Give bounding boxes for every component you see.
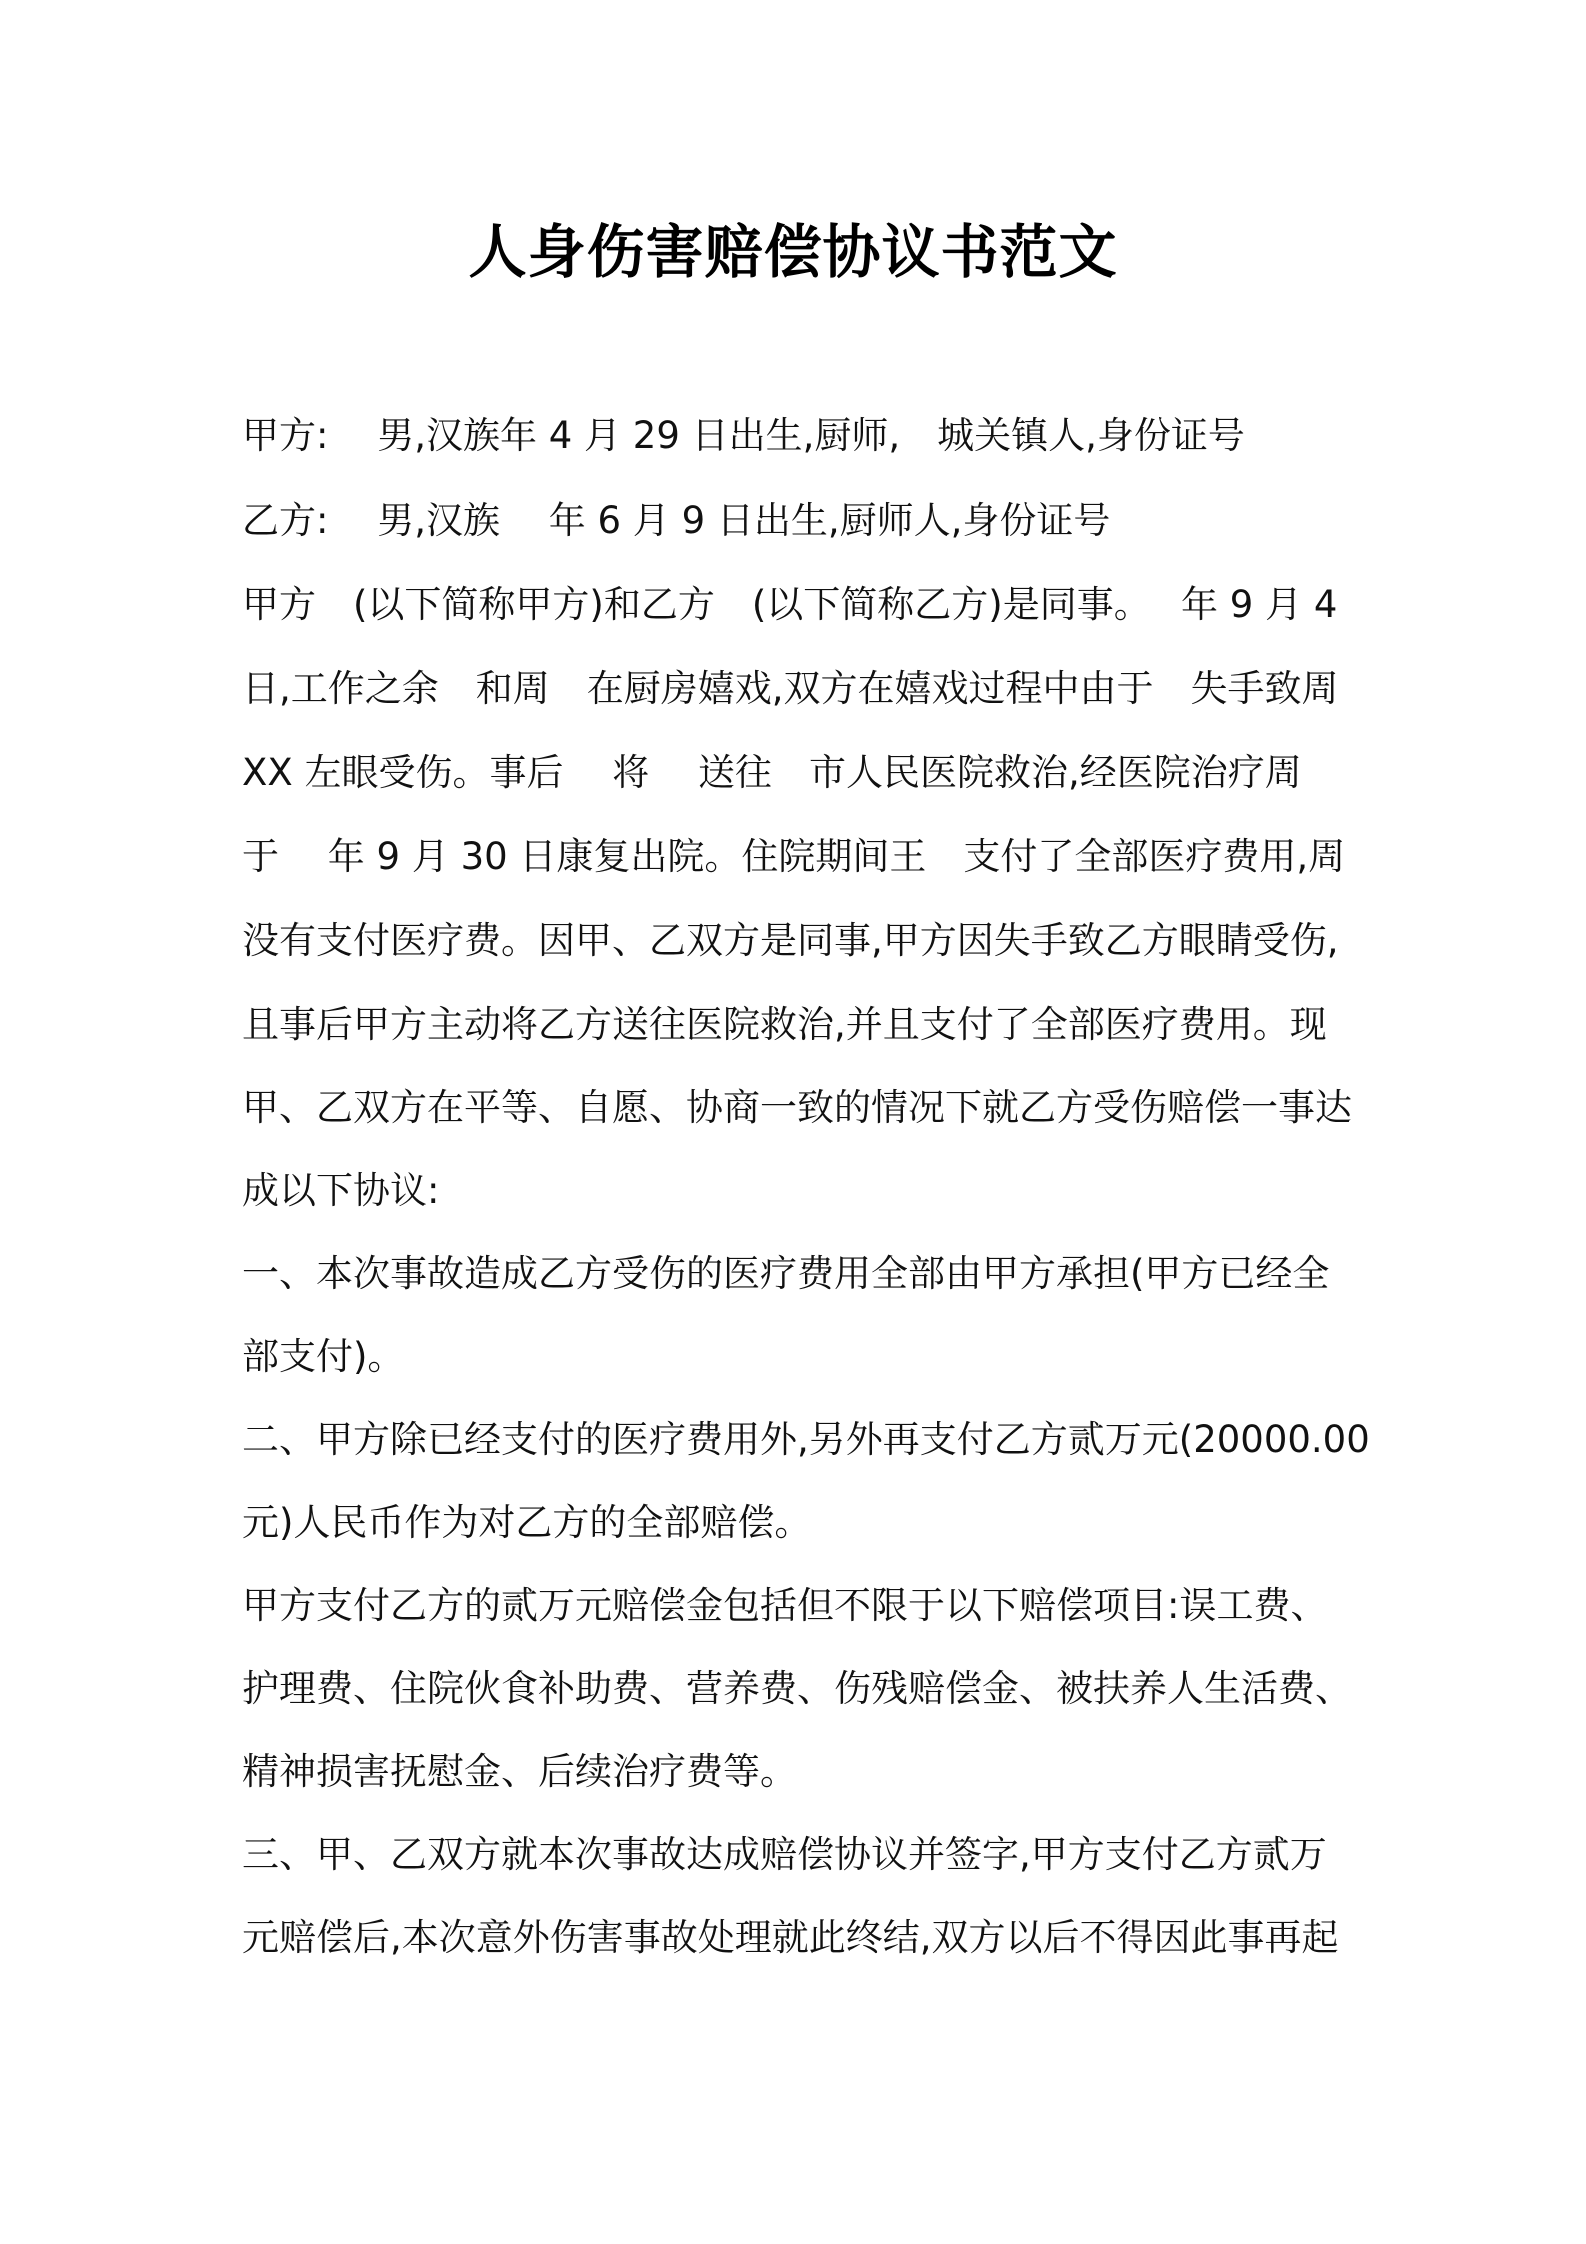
- compensation-items-line: 精神损害抚慰金、后续治疗费等。: [242, 1750, 797, 1793]
- body-line: 成以下协议:: [242, 1169, 440, 1212]
- clause-3-line: 元赔偿后,本次意外伤害事故处理就此终结,双方以后不得因此事再起: [242, 1916, 1339, 1959]
- body-line: XX 左眼受伤。事后 将 送往 市人民医院救治,经医院治疗周: [242, 751, 1302, 794]
- clause-3-line: 三、甲、乙双方就本次事故达成赔偿协议并签字,甲方支付乙方贰万: [242, 1833, 1327, 1876]
- compensation-items-line: 护理费、住院伙食补助费、营养费、伤残赔偿金、被扶养人生活费、: [242, 1667, 1352, 1710]
- body-line: 且事后甲方主动将乙方送往医院救治,并且支付了全部医疗费用。现: [242, 1003, 1327, 1046]
- party-a-line: 甲方: 男,汉族年 4 月 29 日出生,厨师, 城关镇人,身份证号: [242, 414, 1245, 457]
- clause-1-line: 一、本次事故造成乙方受伤的医疗费用全部由甲方承担(甲方已经全: [242, 1252, 1330, 1295]
- party-b-line: 乙方: 男,汉族 年 6 月 9 日出生,厨师人,身份证号: [242, 499, 1111, 542]
- compensation-items-line: 甲方支付乙方的贰万元赔偿金包括但不限于以下赔偿项目:误工费、: [242, 1584, 1328, 1627]
- document-title: 人身伤害赔偿协议书范文: [468, 218, 1118, 286]
- clause-2-line: 元)人民币作为对乙方的全部赔偿。: [242, 1501, 812, 1544]
- clause-2-line: 二、甲方除已经支付的医疗费用外,另外再支付乙方贰万元(20000.00: [242, 1418, 1370, 1461]
- body-line: 甲方 (以下简称甲方)和乙方 (以下简称乙方)是同事。 年 9 月 4: [242, 583, 1338, 626]
- body-line: 甲、乙双方在平等、自愿、协商一致的情况下就乙方受伤赔偿一事达: [242, 1086, 1352, 1129]
- clause-1-line: 部支付)。: [242, 1335, 405, 1378]
- body-line: 于 年 9 月 30 日康复出院。住院期间王 支付了全部医疗费用,周: [242, 835, 1346, 878]
- body-line: 没有支付医疗费。因甲、乙双方是同事,甲方因失手致乙方眼睛受伤,: [242, 919, 1339, 962]
- body-line: 日,工作之余 和周 在厨房嬉戏,双方在嬉戏过程中由于 失手致周: [242, 667, 1339, 710]
